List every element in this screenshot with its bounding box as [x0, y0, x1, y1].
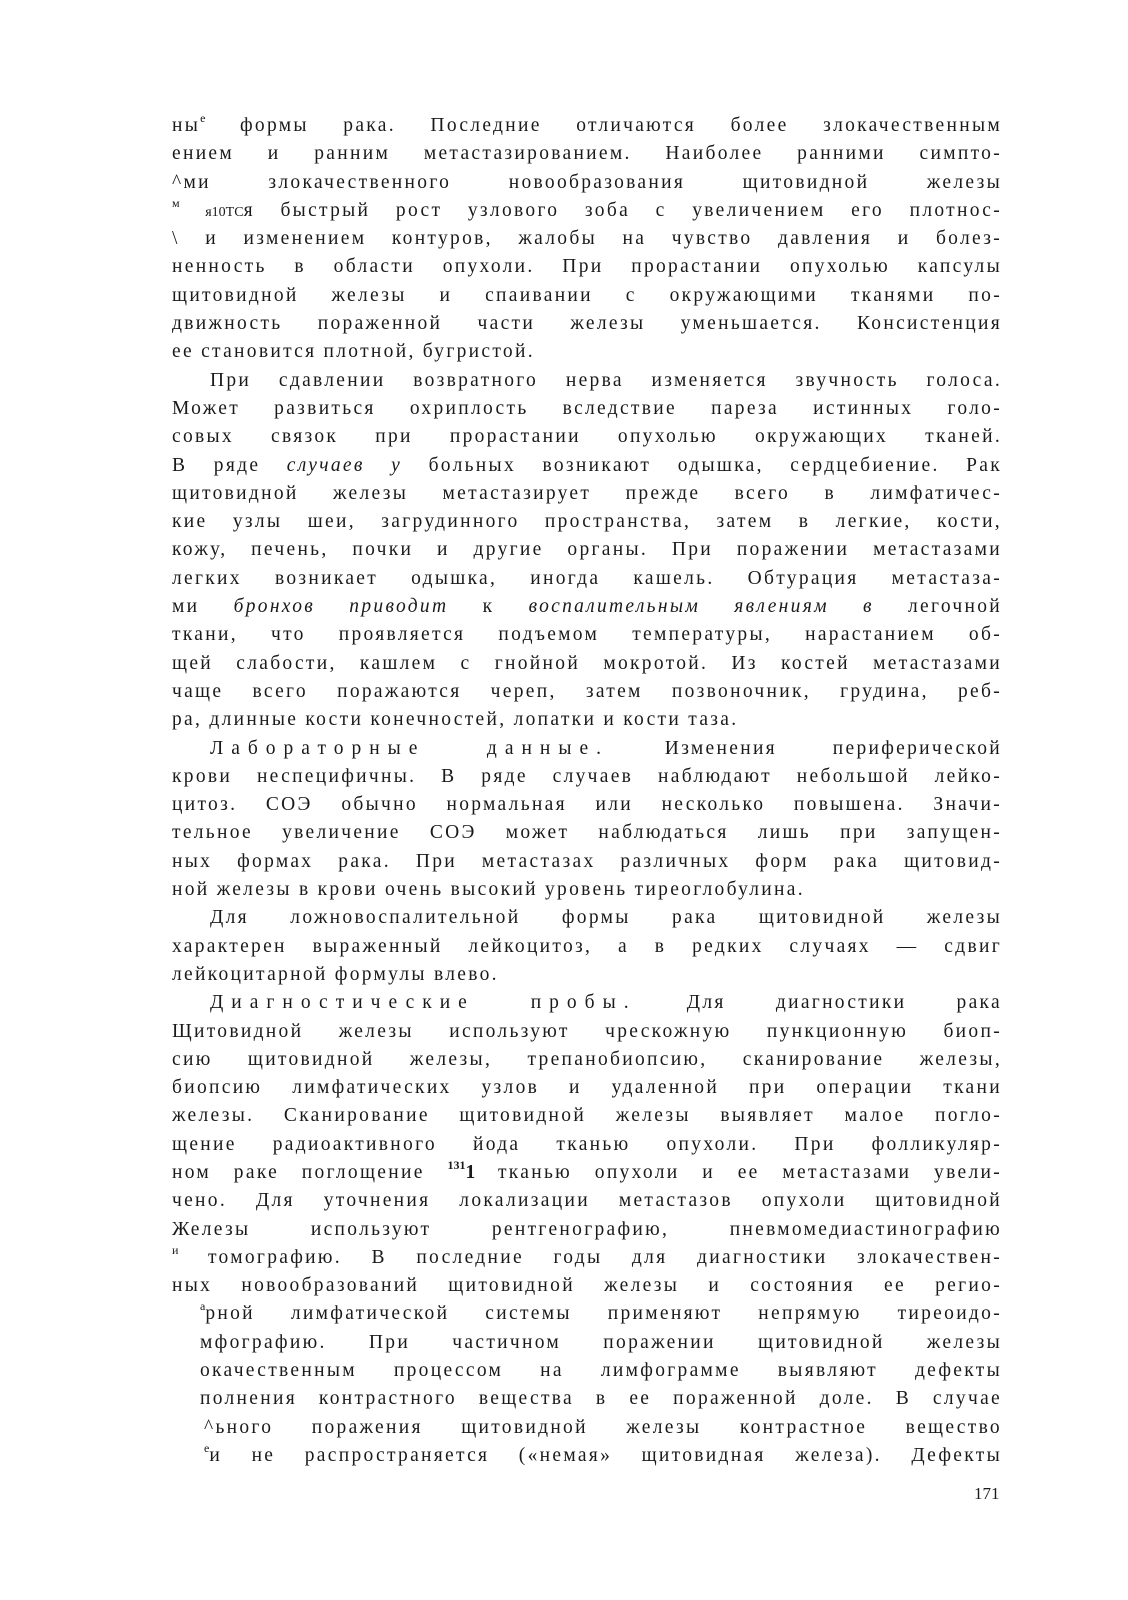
- page-number: 171: [974, 1484, 1000, 1503]
- text-line: [172, 848, 1002, 876]
- isotope-mass-number: 131: [447, 1157, 466, 1172]
- text-fragment: Для ложновоспалительной формы рака щитовидной железы: [210, 907, 1002, 929]
- text-fragment: железы. Сканирование щитовидной железы выявляет малое погло-: [172, 1105, 1002, 1127]
- text-fragment: щей слабости, кашлем с гнойной мокротой. Из костей метастазами: [172, 652, 1002, 674]
- text-fragment: Железы используют рентгенографию, пневмомедиастинографию: [172, 1218, 1002, 1240]
- text-line: [172, 1131, 1002, 1159]
- text-line: [172, 1216, 1002, 1244]
- text-fragment: При сдавлении возвратного нерва изменяется звучность голоса.: [210, 369, 1002, 391]
- text-line: [172, 933, 1002, 961]
- text-fragment: цитоз. СОЭ обычно нормальная или несколько повышена. Значи-: [172, 794, 1002, 816]
- text-line: [172, 338, 1002, 366]
- text-line: [172, 763, 1002, 791]
- text-fragment: кие узлы шеи, загрудинного пространства, затем в легкие, кости,: [172, 511, 1002, 533]
- text-line: [172, 1442, 1002, 1470]
- text-fragment: ных формах рака. При метастазах различных форм рака щитовид-: [172, 850, 1002, 872]
- text-fragment: движность пораженной части железы уменьшается. Консистенция: [172, 313, 1002, 335]
- text-line: [172, 678, 1002, 706]
- text-line: [172, 1159, 1002, 1187]
- text-fragment: ненность в области опухоли. При прорастании опухолью капсулы: [172, 256, 1002, 278]
- text-fragment: Щитовидной железы используют чрескожную пункционную биоп-: [172, 1020, 1002, 1042]
- text-line: [172, 904, 1002, 932]
- text-line: [172, 819, 1002, 847]
- text-fragment: ми: [172, 596, 234, 618]
- text-fragment: кожу, печень, почки и другие органы. При поражении метастазами: [172, 539, 1002, 561]
- text-fragment: ных новообразований щитовидной железы и состояния ее регио-: [172, 1275, 1002, 1297]
- text-line: [172, 1329, 1002, 1357]
- text-fragment: окачественным процессом на лимфограмме выявляют дефекты: [200, 1360, 1002, 1382]
- text-fragment: Для диагностики рака: [636, 992, 1002, 1014]
- superscript-fragment: е: [200, 111, 206, 125]
- text-line: [172, 961, 1002, 989]
- text-fragment: я10ТС: [205, 204, 244, 220]
- text-line: [172, 395, 1002, 423]
- text-line: [172, 225, 1002, 253]
- text-fragment: В ряде: [172, 454, 287, 476]
- text-fragment: щитовидной железы и спаивании с окружающими тканями по-: [172, 284, 1002, 306]
- text-fragment: Изменения периферической: [609, 737, 1002, 759]
- text-line: [172, 876, 1002, 904]
- page-body: [172, 112, 1002, 1470]
- text-fragment: щитовидной железы метастазирует прежде всего в лимфатичес-: [172, 482, 1002, 504]
- text-fragment: и не распространяется («немая» щитовидная железа). Дефекты: [209, 1444, 1002, 1466]
- text-fragment: ны: [172, 115, 201, 136]
- text-fragment: легких возникает одышка, иногда кашель. Обтурация метастаза-: [172, 567, 1002, 589]
- text-line: [172, 593, 1002, 621]
- text-line: [172, 1074, 1002, 1102]
- superscript-fragment: е: [204, 1440, 210, 1455]
- text-line: [172, 791, 1002, 819]
- text-fragment: ^ьного поражения щитовидной железы контрастное вещество: [204, 1416, 1002, 1438]
- text-fragment: легочной: [873, 596, 1002, 618]
- text-fragment: мфографию. При частичном поражении щитовидной железы: [200, 1331, 1002, 1353]
- italic-fragment: бронхов приводит: [233, 596, 449, 618]
- text-line: [172, 650, 1002, 678]
- text-fragment: рной лимфатической системы применяют непрямую тиреоидо-: [205, 1303, 1002, 1325]
- text-line: [172, 1357, 1002, 1385]
- text-line: [172, 140, 1002, 168]
- text-fragment: \ и изменением контуров, жалобы на чувство давления и болез-: [172, 228, 1002, 250]
- text-line: [172, 1046, 1002, 1074]
- text-fragment: ном раке поглощение: [172, 1161, 448, 1183]
- text-fragment: я быстрый рост узлового зоба с увеличением его плотнос-: [243, 199, 1002, 221]
- text-fragment: тельное увеличение СОЭ может наблюдаться лишь при запущен-: [172, 822, 1002, 844]
- text-fragment: ткани, что проявляется подъемом температуры, нарастанием об-: [172, 624, 1002, 646]
- text-fragment: к: [448, 596, 529, 618]
- text-line: [172, 508, 1002, 536]
- text-fragment: щение радиоактивного йода тканью опухоли. При фолликуляр-: [172, 1133, 1002, 1155]
- text-line: [172, 112, 1002, 140]
- text-fragment: Может развиться охриплость вследствие пареза истинных голо-: [172, 397, 1002, 419]
- text-line: [172, 480, 1002, 508]
- text-line: [172, 197, 1002, 225]
- text-fragment: совых связок при прорастании опухолью окружающих тканей.: [172, 426, 1002, 448]
- text-line: [172, 1385, 1002, 1413]
- text-fragment: тканью опухоли и ее метастазами увели-: [475, 1161, 1003, 1183]
- text-line: [172, 367, 1002, 395]
- text-fragment: чаще всего поражаются череп, затем позвоночник, грудина, реб-: [172, 680, 1002, 702]
- text-fragment: полнения контрастного вещества в ее пораженной доле. В случае: [200, 1388, 1002, 1410]
- text-line: [172, 1244, 1002, 1272]
- text-fragment: больных возникают одышка, сердцебиение. Рак: [402, 454, 1002, 476]
- text-line: [172, 452, 1002, 480]
- text-line: [172, 621, 1002, 649]
- text-line: [172, 1414, 1002, 1442]
- text-fragment: характерен выраженный лейкоцитоз, а в редких случаях — сдвиг: [172, 935, 1002, 957]
- text-line: [172, 1272, 1002, 1300]
- text-line: [172, 1018, 1002, 1046]
- text-line: [172, 565, 1002, 593]
- text-fragment: томографию. В последние годы для диагностики злокачествен-: [178, 1246, 1002, 1268]
- text-line: [172, 989, 1002, 1017]
- text-fragment: лейкоцитарной формулы влево.: [172, 963, 499, 985]
- text-fragment: сию щитовидной железы, трепанобиопсию, сканирование железы,: [172, 1048, 1002, 1070]
- text-fragment: чено. Для уточнения локализации метастазов опухоли щитовидной: [172, 1190, 1002, 1212]
- superscript-fragment: а: [200, 1299, 206, 1314]
- text-line: [172, 169, 1002, 197]
- text-fragment: ением и ранним метастазированием. Наиболее ранними симпто-: [172, 143, 1002, 165]
- text-line: [172, 536, 1002, 564]
- superscript-fragment: и: [172, 1242, 179, 1257]
- isotope-symbol: 1: [465, 1161, 476, 1183]
- italic-fragment: случаев у: [286, 454, 403, 476]
- text-fragment: ^ми злокачественного новообразования щитовидной железы: [172, 171, 1002, 193]
- text-line: [172, 735, 1002, 763]
- section-heading: Диагностические пробы.: [210, 992, 637, 1014]
- text-fragment: биопсию лимфатических узлов и удаленной при операции ткани: [172, 1077, 1002, 1099]
- text-fragment: формы рака. Последние отличаются более злокачественным: [205, 115, 1002, 136]
- text-fragment: ее становится плотной, бугристой.: [172, 341, 535, 363]
- text-line: [172, 310, 1002, 338]
- section-heading: Лабораторные данные.: [210, 737, 609, 759]
- text-fragment: ра, длинные кости конечностей, лопатки и кости таза.: [172, 709, 739, 731]
- text-line: [172, 253, 1002, 281]
- text-line: [172, 1102, 1002, 1130]
- text-fragment: крови неспецифичны. В ряде случаев наблюдают небольшой лейко-: [172, 765, 1002, 787]
- italic-fragment: воспалительным явлениям в: [528, 596, 874, 618]
- text-line: [172, 706, 1002, 734]
- text-fragment: ной железы в крови очень высокий уровень тиреоглобулина.: [172, 879, 805, 901]
- text-line: [172, 1187, 1002, 1215]
- text-line: [172, 1300, 1002, 1328]
- superscript-fragment: м: [172, 195, 180, 210]
- text-line: [172, 282, 1002, 310]
- text-line: [172, 423, 1002, 451]
